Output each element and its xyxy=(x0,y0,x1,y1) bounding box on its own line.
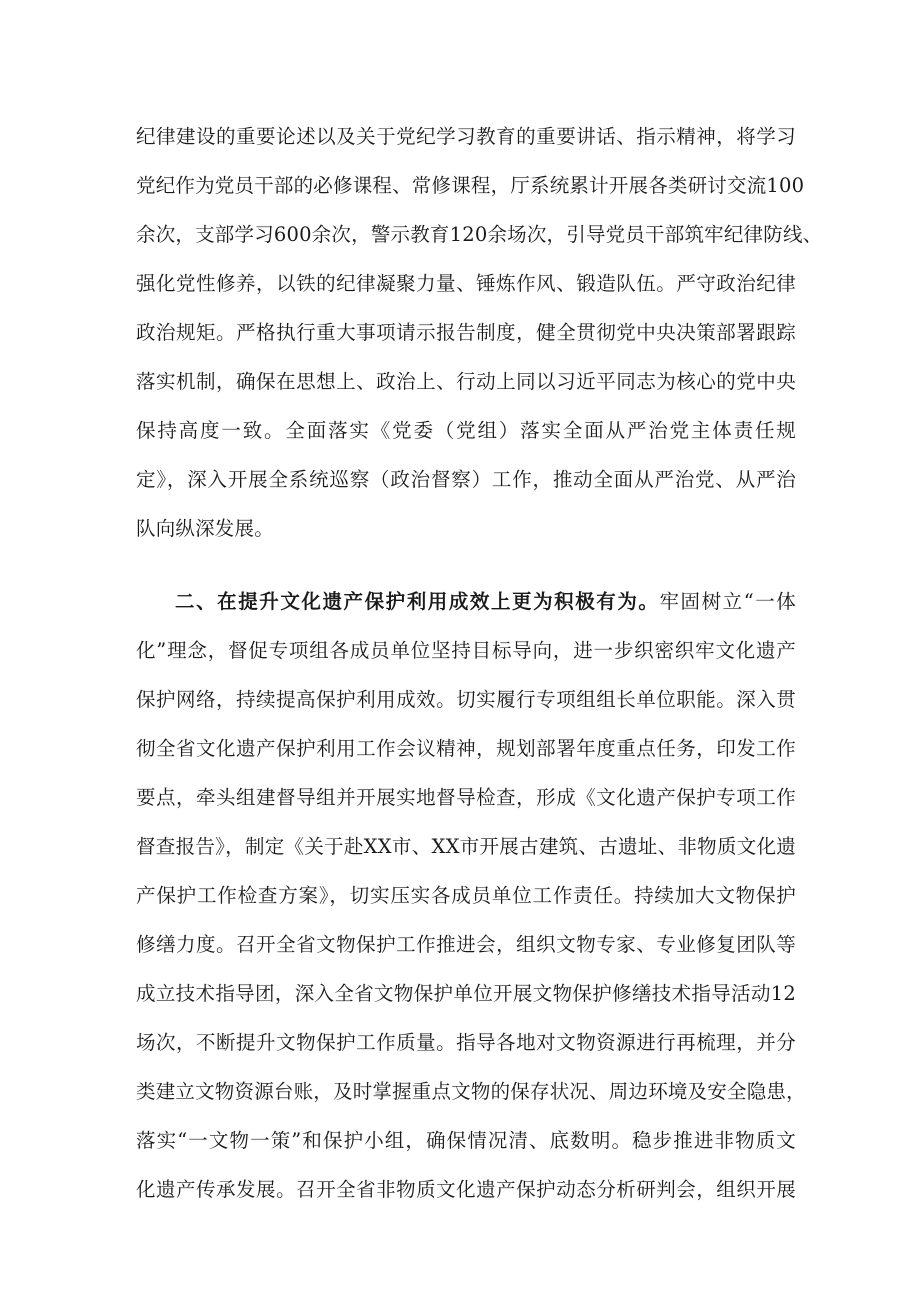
paragraph-2-line: 场次，不断提升文物保护工作质量。指导各地对文物资源进行再梳理，并分 xyxy=(136,1031,796,1054)
paragraph-1-line: 落实机制，确保在思想上、政治上、行动上同以习近平同志为核心的党中央 xyxy=(136,370,796,393)
paragraph-2-first-line xyxy=(175,582,796,622)
paragraph-2-line: 成立技术指导团，深入全省文物保护单位开展文物保护修缮技术指导活动12 xyxy=(136,982,796,1005)
paragraph-2-line: 化”理念，督促专项组各成员单位坚持目标导向，进一步织密织牢文化遗产 xyxy=(136,639,796,662)
paragraph-1-line: 定》，深入开展全系统巡察（政治督察）工作，推动全面从严治党、从严治 xyxy=(136,468,796,491)
section-heading: 二、在提升文化遗产保护利用成效上更为积极有为。 xyxy=(175,590,660,613)
paragraph-2-line: 产保护工作检查方案》，切实压实各成员单位工作责任。持续加大文物保护 xyxy=(136,884,796,907)
paragraph-1-line: 余次，支部学习600余次，警示教育120余场次，引导党员干部筑牢纪律防线、 xyxy=(136,223,823,246)
paragraph-2-line: 化遗产传承发展。召开全省非物质文化遗产保护动态分析研判会，组织开展 xyxy=(136,1178,796,1201)
paragraph-1-line: 纪律建设的重要论述以及关于党纪学习教育的重要讲话、指示精神，将学习 xyxy=(136,125,796,148)
paragraph-1-line: 强化党性修养，以铁的纪律凝聚力量、锤炼作风、锻造队伍。严守政治纪律 xyxy=(136,272,796,295)
paragraph-2-first-line-rest: 牢固树立“一体 xyxy=(659,590,796,613)
paragraph-1-line: 党纪作为党员干部的必修课程、常修课程，厅系统累计开展各类研讨交流100 xyxy=(136,174,805,197)
paragraph-2-line: 彻全省文化遗产保护利用工作会议精神，规划部署年度重点任务，印发工作 xyxy=(136,737,796,760)
paragraph-1-line: 队向纵深发展。 xyxy=(136,517,274,540)
paragraph-1-line: 保持高度一致。全面落实《党委（党组）落实全面从严治党主体责任规 xyxy=(136,419,796,442)
paragraph-2-line: 修缮力度。召开全省文物保护工作推进会，组织文物专家、专业修复团队等 xyxy=(136,933,796,956)
paragraph-2-line: 要点，牵头组建督导组并开展实地督导检查，形成《文化遗产保护专项工作 xyxy=(136,786,796,809)
paragraph-2-line: 落实“一文物一策”和保护小组，确保情况清、底数明。稳步推进非物质文 xyxy=(136,1129,796,1152)
paragraph-1-line: 政治规矩。严格执行重大事项请示报告制度，健全贯彻党中央决策部署跟踪 xyxy=(136,321,796,344)
paragraph-2-line: 类建立文物资源台账，及时掌握重点文物的保存状况、周边环境及安全隐患， xyxy=(136,1080,806,1103)
paragraph-2-line: 保护网络，持续提高保护利用成效。切实履行专项组组长单位职能。深入贯 xyxy=(136,688,796,711)
paragraph-2-line: 督查报告》，制定《关于赴XX市、XX市开展古建筑、古遗址、非物质文化遗 xyxy=(136,835,796,858)
